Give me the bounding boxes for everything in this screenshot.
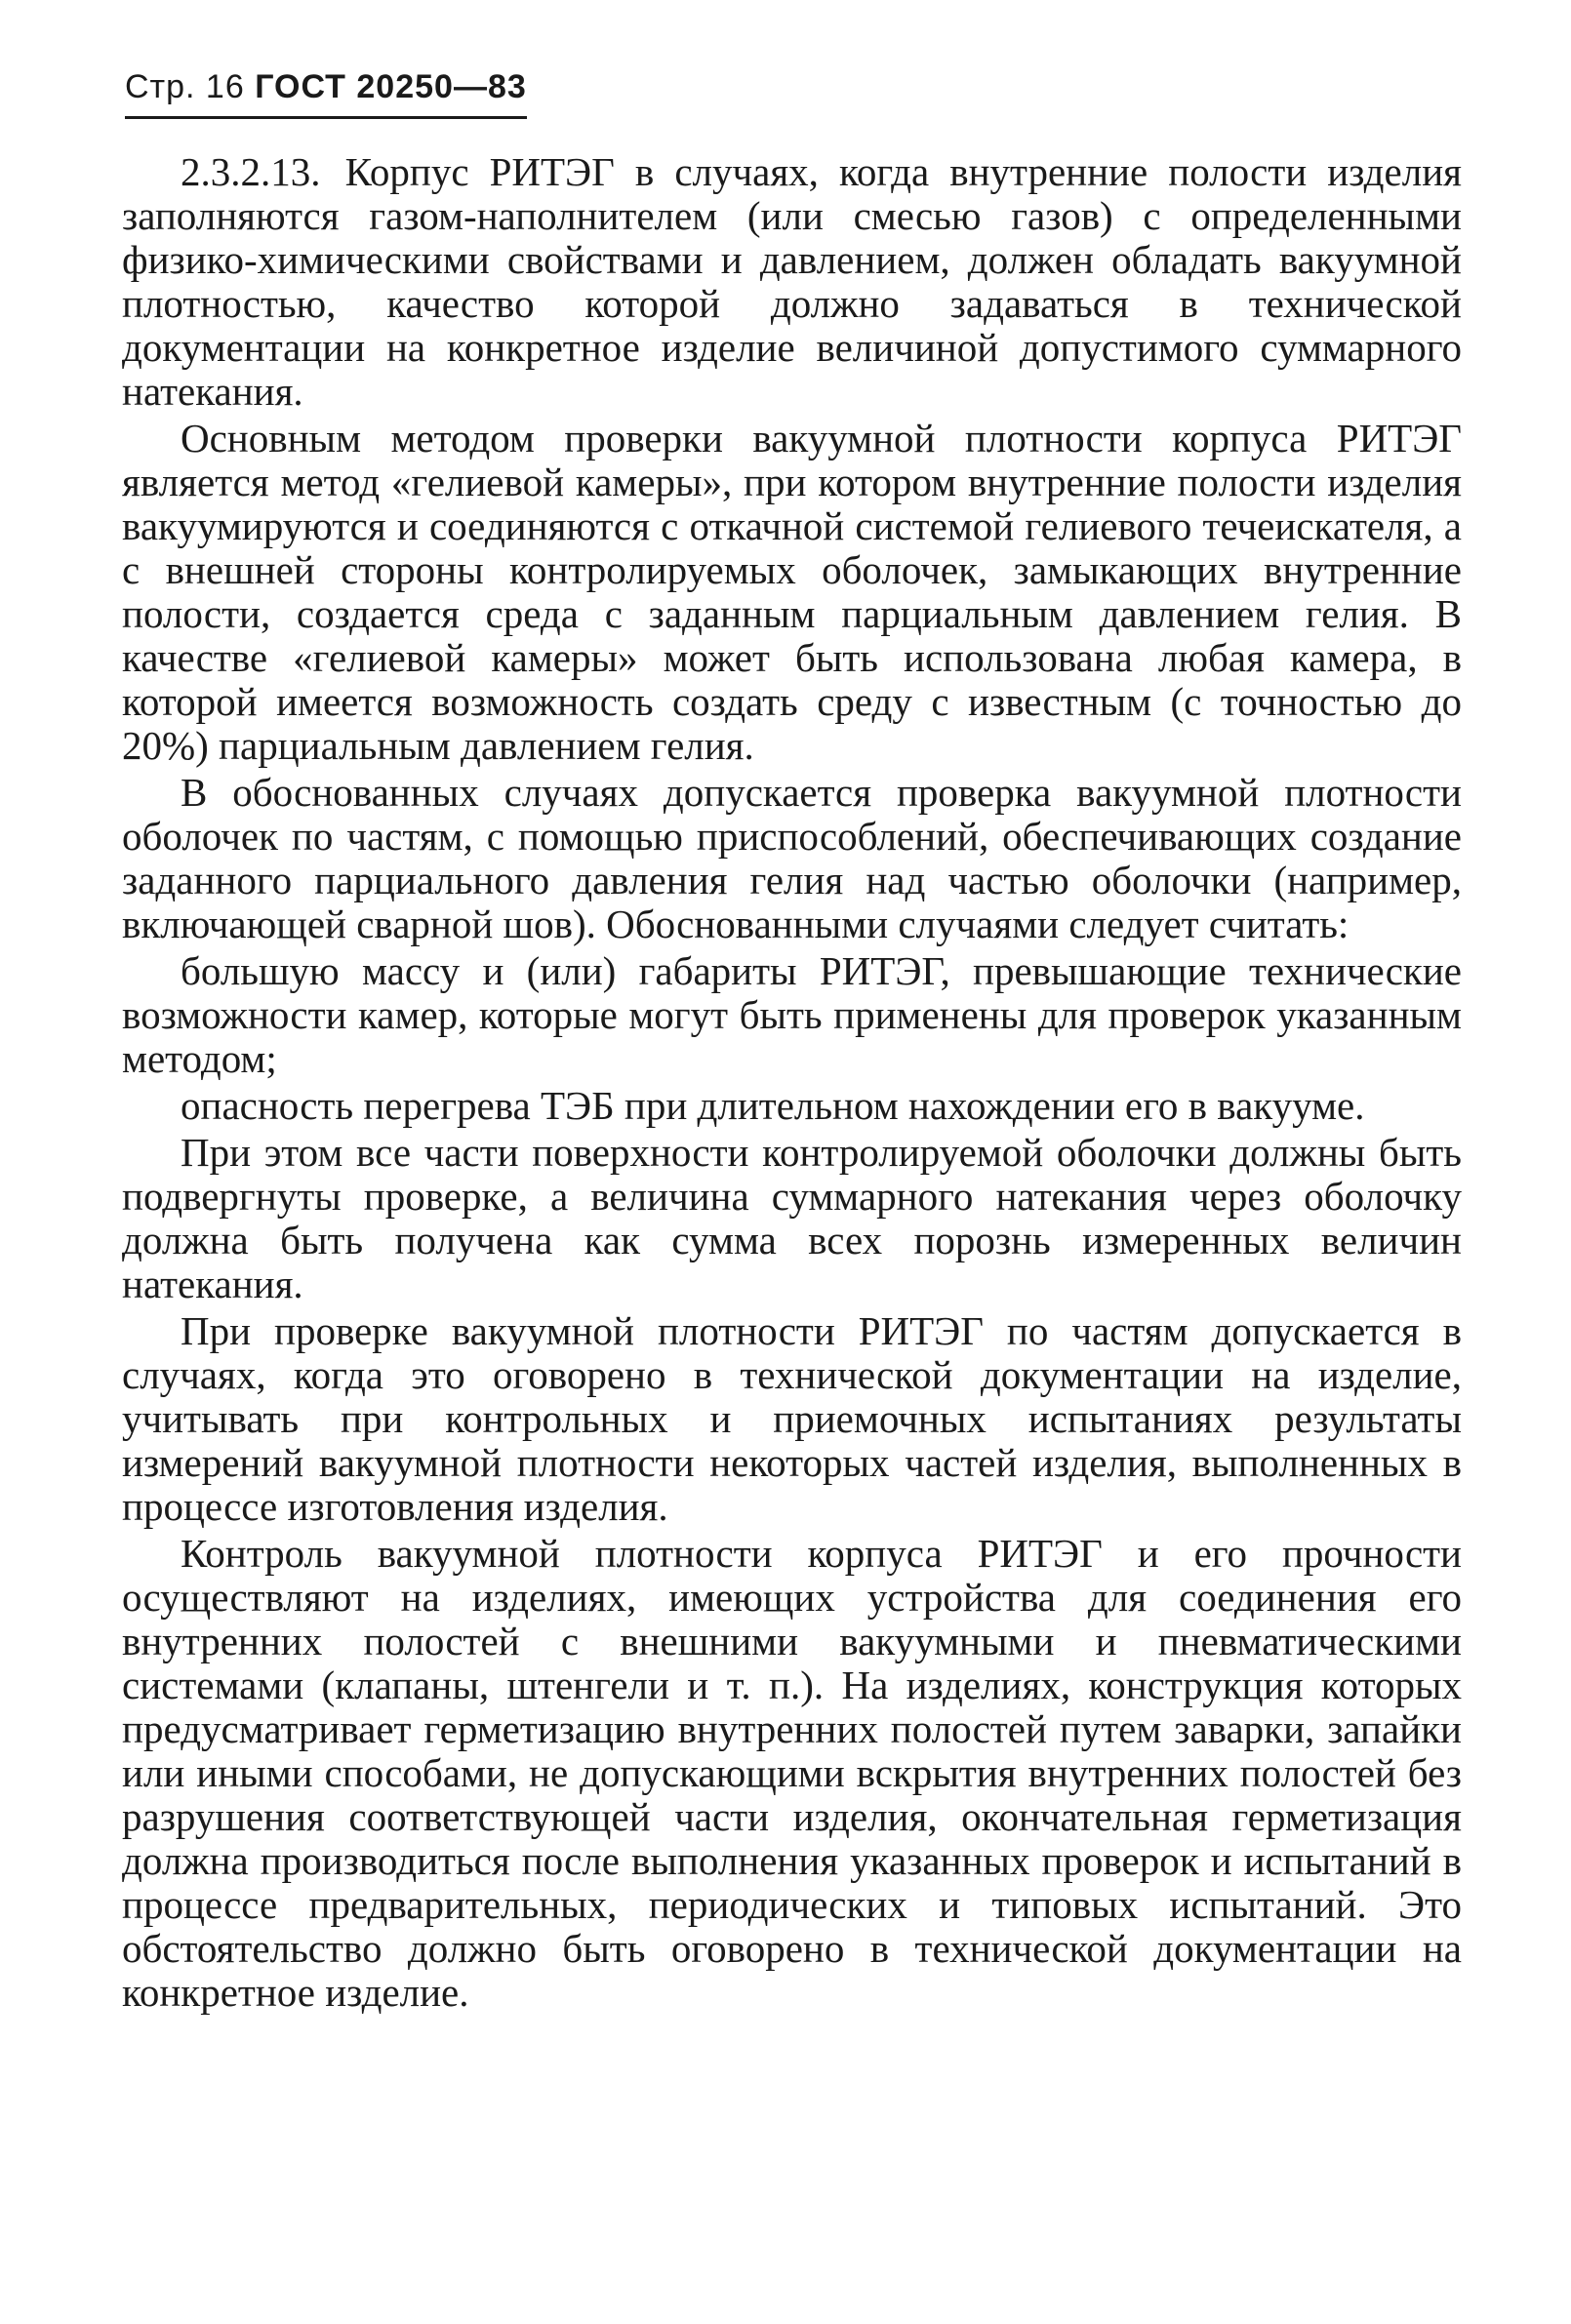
clause-paragraph bbox=[122, 150, 1462, 414]
document-body bbox=[122, 150, 1462, 2015]
clause-text: Корпус РИТЭГ в случаях, когда внутренние полости изделия заполняются газом-наполнителем (или смесью газов) с определенными физико-химическими свойствами и давлением, должен обладать вакуумной плотностью, качество которой должно задаваться в технической документации на конкретное изделие величиной допустимого суммарного натекания. bbox=[122, 149, 1462, 414]
paragraph-case-mass: большую массу и (или) габариты РИТЭГ, превышающие технические возможности камер, которые могут быть применены для проверок указанным методом; bbox=[122, 948, 1462, 1081]
paragraph-helium-method: Основным методом проверки вакуумной плотности корпуса РИТЭГ является метод «гелиевой камеры», при котором внутренние полости изделия вакуумируются и соединяются с откачной системой гелиевого течеискателя, а с внешней стороны контролируемых оболочек, замыкающих внутренние полости, создается среда с заданным парциальным давлением гелия. В качестве «гелиевой камеры» может быть использована любая камера, в которой имеется возможность создать среду с известным (с точностью до 20%) парциальным давлением гелия. bbox=[122, 416, 1462, 768]
clause-number: 2.3.2.13. bbox=[181, 149, 321, 194]
paragraph-control: Контроль вакуумной плотности корпуса РИТЭГ и его прочности осуществляют на изделиях, имеющих устройства для соединения его внутренних полостей с внешними вакуумными и пневматическими системами (клапаны, штенгели и т. п.). На изделиях, конструкция которых предусматривает герметизацию внутренних полостей путем заварки, запайки или иными способами, не допускающими вскрытия внутренних полостей без разрушения соответствующей части изделия, окончательная герметизация должна производиться после выполнения указанных проверок и испытаний в процессе предварительных, периодических и типовых испытаний. Это обстоятельство должно быть оговорено в технической документации на конкретное изделие. bbox=[122, 1531, 1462, 2015]
paragraph-total-leak: При этом все части поверхности контролируемой оболочки должны быть подвергнуты проверке, а величина суммарного натекания через оболочку должна быть получена как сумма всех порознь измеренных величин натекания. bbox=[122, 1130, 1462, 1306]
page-number: Стр. 16 bbox=[125, 68, 245, 105]
page-header bbox=[125, 68, 527, 119]
paragraph-partial-results: При проверке вакуумной плотности РИТЭГ по частям допускается в случаях, когда это оговорено в технической документации на изделие, учитывать при контрольных и приемочных испытаниях результаты измерений вакуумной плотности некоторых частей изделия, выполненных в процессе изготовления изделия. bbox=[122, 1308, 1462, 1529]
paragraph-case-overheat: опасность перегрева ТЭБ при длительном нахождении его в вакууме. bbox=[181, 1083, 1365, 1128]
standard-id: ГОСТ 20250—83 bbox=[255, 68, 527, 105]
paragraph-partial-check: В обоснованных случаях допускается проверка вакуумной плотности оболочек по частям, с помощью приспособлений, обеспечивающих создание заданного парциального давления гелия над частью оболочки (например, включающей сварной шов). Обоснованными случаями следует считать: bbox=[122, 770, 1462, 946]
